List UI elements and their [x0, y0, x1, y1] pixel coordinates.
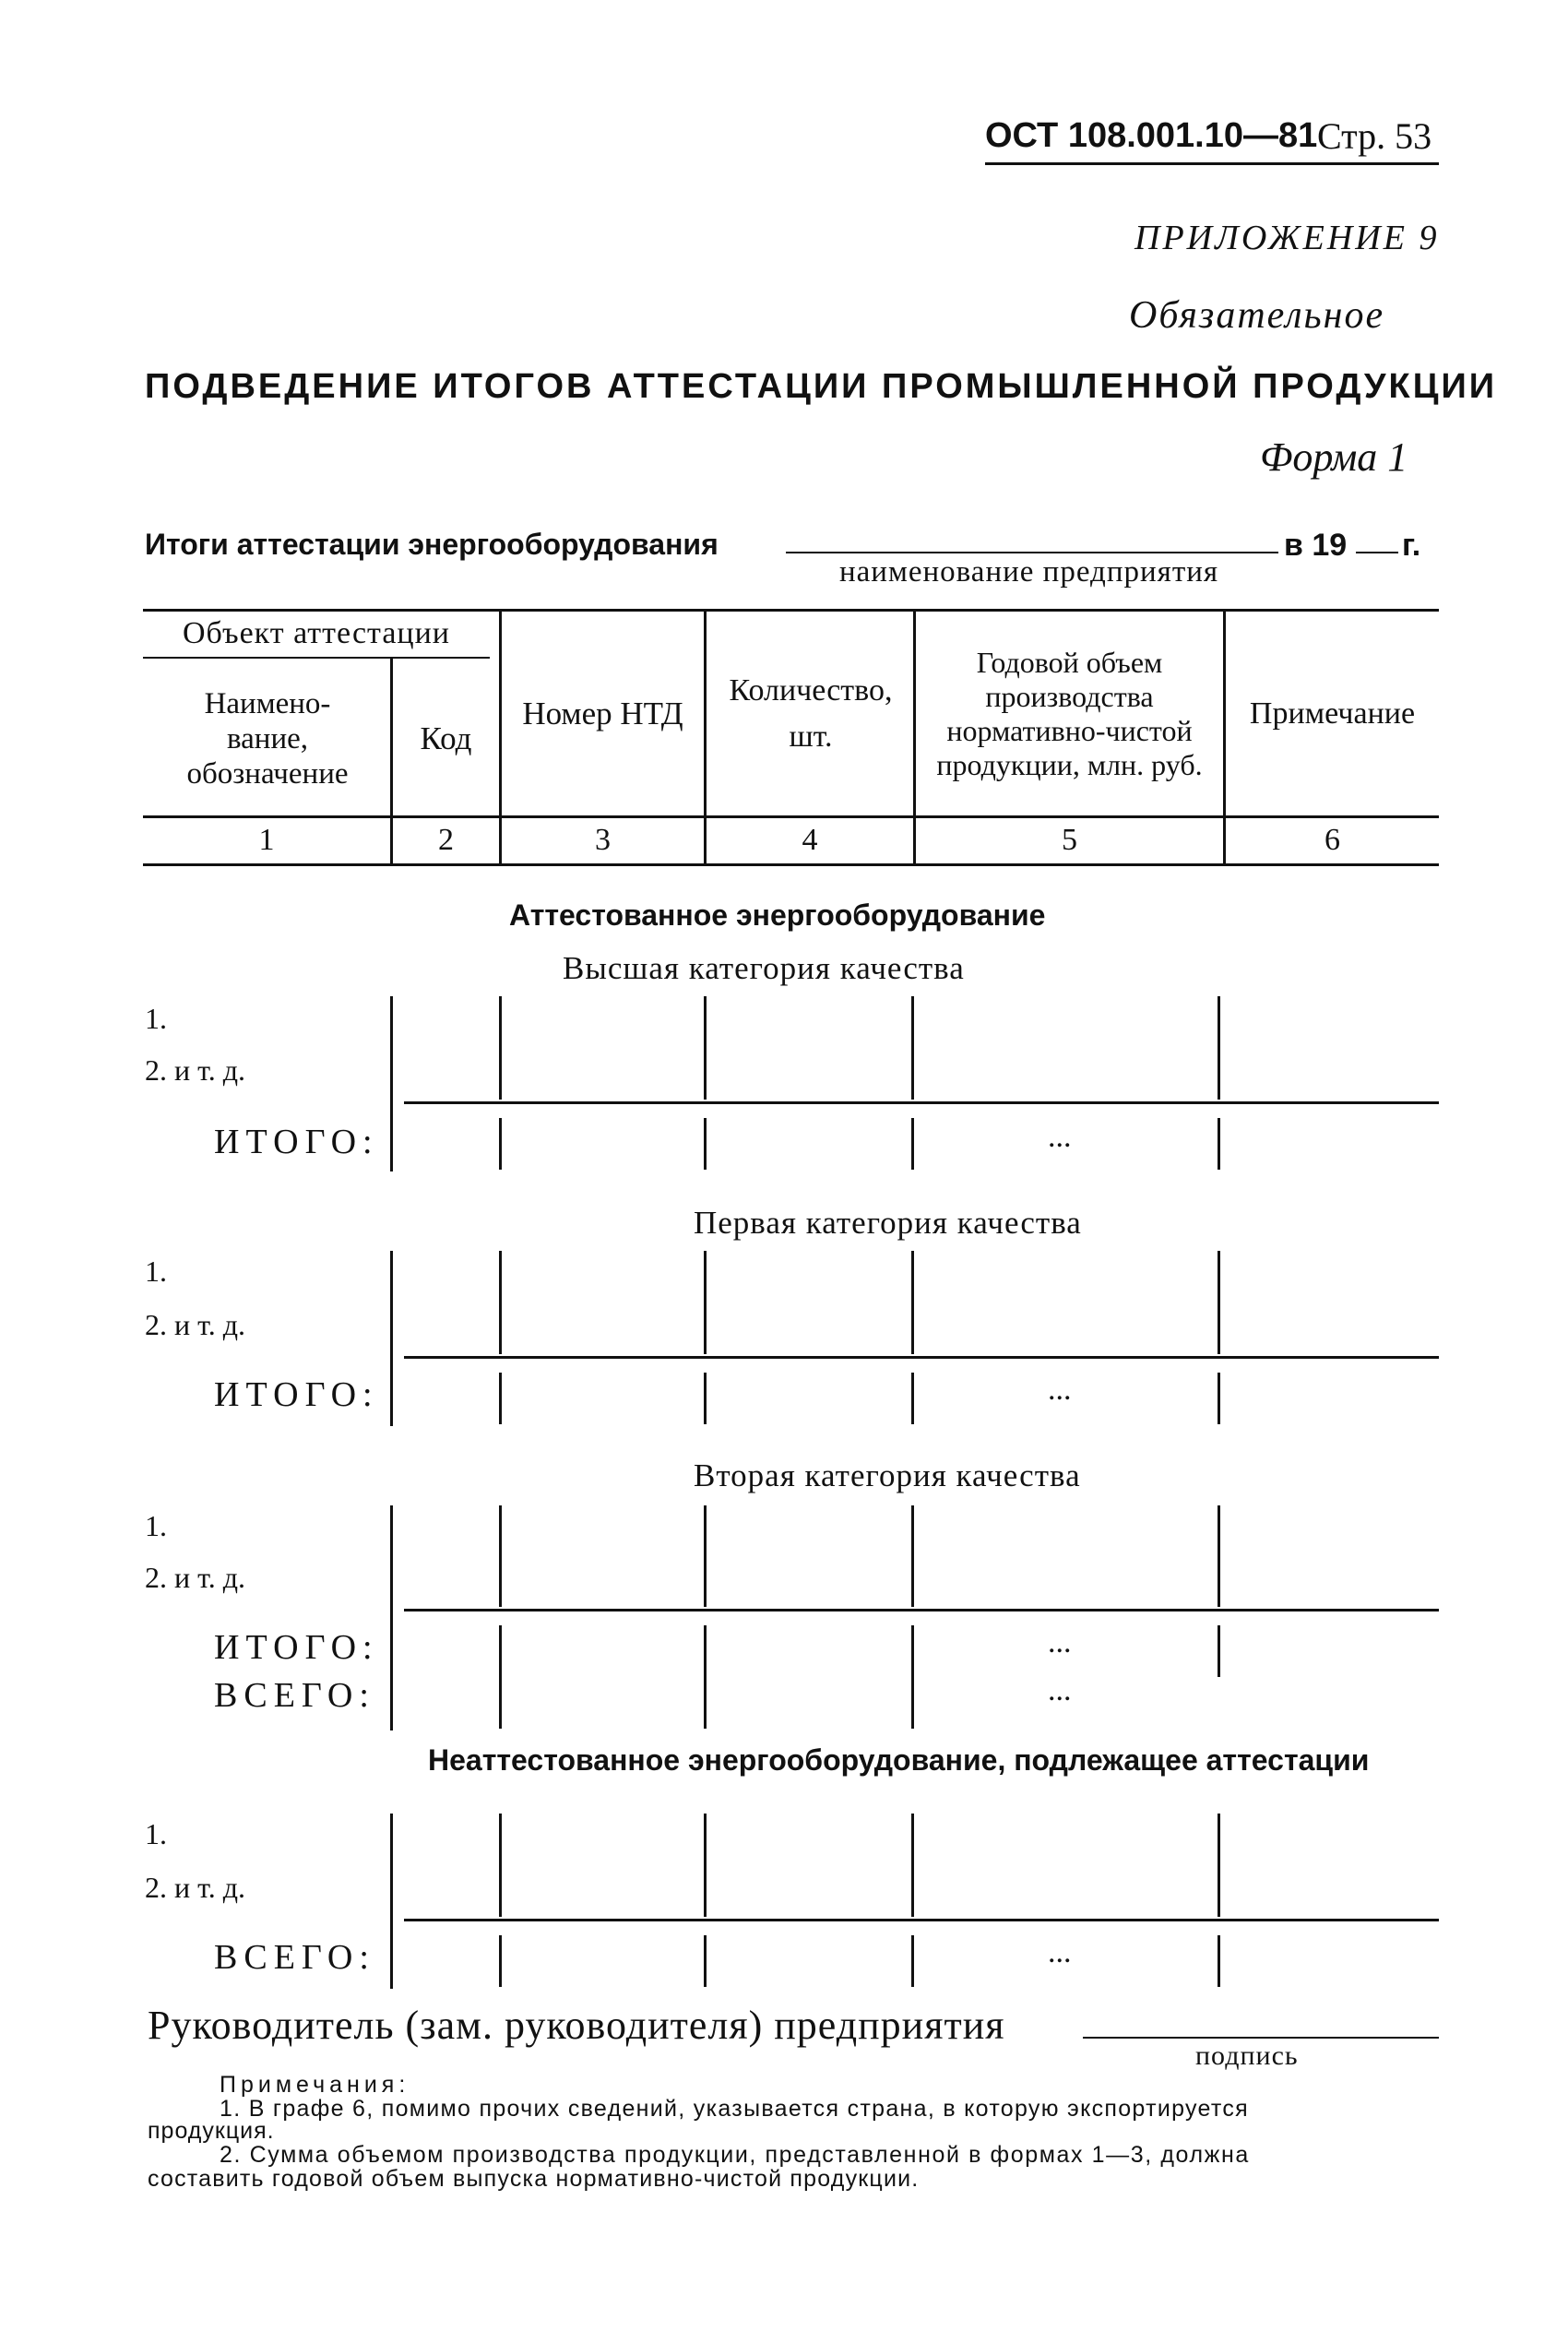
year-text: в 19 — [1284, 528, 1348, 563]
column-divider — [499, 1814, 502, 1917]
category-high: Высшая категория качества — [563, 950, 965, 986]
column-divider — [499, 996, 502, 1100]
column-group-header: Объект аттестации — [182, 616, 450, 650]
column-divider — [1218, 1935, 1220, 1987]
column-divider — [704, 1505, 707, 1607]
column-header-code: Код — [420, 720, 472, 756]
row-item-1: 1. — [145, 1255, 167, 1288]
column-header-name: Наимено-вание, обозначение — [186, 687, 349, 791]
total-ellipsis: ... — [1048, 1625, 1072, 1659]
section-certified: Аттестованное энергооборудование — [509, 898, 1046, 932]
column-divider — [911, 1625, 914, 1729]
enterprise-caption: наименование предприятия — [839, 555, 1219, 589]
note-2: 2. Сумма объемом производства продукции, представленной в формах 1—3, должна — [220, 2142, 1250, 2168]
column-divider — [704, 1935, 707, 1987]
column-divider — [390, 1505, 393, 1730]
column-divider — [1218, 996, 1220, 1100]
column-divider — [911, 1935, 914, 1987]
header-bottom-rule — [143, 815, 1439, 818]
row-item-etc: 2. и т. д. — [145, 1308, 245, 1341]
grand-total-ellipsis: ... — [1048, 1673, 1072, 1707]
category-first: Первая категория качества — [694, 1205, 1082, 1241]
appendix-label: ПРИЛОЖЕНИЕ 9 — [1134, 219, 1440, 257]
column-divider — [499, 1118, 502, 1170]
subtotal-rule — [404, 1609, 1439, 1611]
column-divider — [499, 1251, 502, 1354]
page-title: ПОДВЕДЕНИЕ ИТОГОВ АТТЕСТАЦИИ ПРОМЫШЛЕННОЙ ПРОДУКЦИИ — [145, 367, 1498, 406]
row-item-1: 1. — [145, 1509, 167, 1542]
row-item-1: 1. — [145, 1002, 167, 1035]
form-label: Форма 1 — [1260, 434, 1408, 480]
column-divider — [1218, 1505, 1220, 1607]
grand-total-ellipsis: ... — [1048, 1935, 1072, 1969]
column-divider — [499, 1373, 502, 1424]
category-second: Вторая категория качества — [694, 1457, 1081, 1493]
note-1-continued: продукция. — [148, 2118, 275, 2144]
enterprise-name-blank — [786, 552, 1278, 553]
column-header-quantity: Количество, шт. — [729, 673, 893, 754]
column-divider — [499, 1625, 502, 1729]
column-divider — [911, 1505, 914, 1607]
column-divider — [390, 1251, 393, 1426]
column-header-ntd: Номер НТД — [522, 696, 683, 731]
column-divider — [704, 996, 707, 1100]
mandatory-label: Обязательное — [1129, 294, 1385, 337]
column-divider — [911, 1373, 914, 1424]
column-divider — [911, 1814, 914, 1917]
column-number: 4 — [802, 823, 818, 857]
column-divider — [704, 1251, 707, 1354]
table-top-rule — [143, 609, 1439, 612]
column-divider — [499, 1935, 502, 1987]
note-1: 1. В графе 6, помимо прочих сведений, указывается страна, в которую экспортируется — [220, 2096, 1250, 2122]
column-divider — [1218, 1625, 1220, 1677]
column-divider — [911, 1251, 914, 1354]
signature-blank — [1083, 2037, 1439, 2039]
column-divider — [704, 1814, 707, 1917]
group-header-rule — [143, 657, 490, 659]
total-label: ИТОГО: — [214, 1628, 379, 1667]
signature-caption: подпись — [1195, 2040, 1299, 2071]
row-item-etc: 2. и т. д. — [145, 1871, 245, 1904]
column-divider — [390, 996, 393, 1171]
notes-heading: Примечания: — [220, 2072, 410, 2098]
column-divider — [1218, 1118, 1220, 1170]
column-header-annual-volume: Годовой объем производства нормативно-чистой продукции, млн. руб. — [936, 646, 1203, 781]
section-uncertified: Неаттестованное энергооборудование, подлежащее аттестации — [428, 1743, 1370, 1777]
page-number: Стр. 53 — [1317, 115, 1432, 157]
total-label: ИТОГО: — [214, 1123, 379, 1161]
year-suffix: г. — [1402, 528, 1421, 563]
standard-number: ОСТ 108.001.10—81 — [985, 116, 1318, 155]
total-ellipsis: ... — [1048, 1120, 1072, 1154]
numbers-bottom-rule — [143, 863, 1439, 866]
grand-total-label: ВСЕГО: — [214, 1676, 375, 1715]
column-divider — [704, 1118, 707, 1170]
column-number: 1 — [258, 823, 275, 857]
row-item-etc: 2. и т. д. — [145, 1053, 245, 1087]
form-line-label: Итоги аттестации энергооборудования — [145, 528, 719, 561]
column-divider — [1218, 1373, 1220, 1424]
column-number: 5 — [1062, 823, 1077, 857]
column-divider — [390, 1814, 393, 1989]
column-divider — [911, 996, 914, 1100]
subtotal-rule — [404, 1356, 1439, 1359]
signature-label: Руководитель (зам. руководителя) предприятия — [148, 2003, 1005, 2048]
column-header-note: Примечание — [1249, 696, 1416, 731]
subtotal-rule — [404, 1101, 1439, 1104]
subtotal-rule — [404, 1919, 1439, 1921]
column-divider — [704, 1373, 707, 1424]
column-divider — [911, 1118, 914, 1170]
year-blank — [1356, 552, 1398, 553]
column-number: 2 — [438, 823, 454, 857]
column-divider — [1218, 1814, 1220, 1917]
column-divider — [499, 1505, 502, 1607]
column-number: 6 — [1324, 823, 1340, 857]
total-ellipsis: ... — [1048, 1373, 1072, 1407]
row-item-etc: 2. и т. д. — [145, 1561, 245, 1594]
header-underline — [985, 162, 1439, 165]
column-number: 3 — [595, 823, 611, 857]
note-2-continued: составить годовой объем выпуска нормативно-чистой продукции. — [148, 2166, 920, 2192]
total-label: ИТОГО: — [214, 1375, 379, 1414]
column-divider — [1218, 1251, 1220, 1354]
column-divider — [704, 1625, 707, 1729]
grand-total-label: ВСЕГО: — [214, 1938, 375, 1977]
row-item-1: 1. — [145, 1817, 167, 1850]
